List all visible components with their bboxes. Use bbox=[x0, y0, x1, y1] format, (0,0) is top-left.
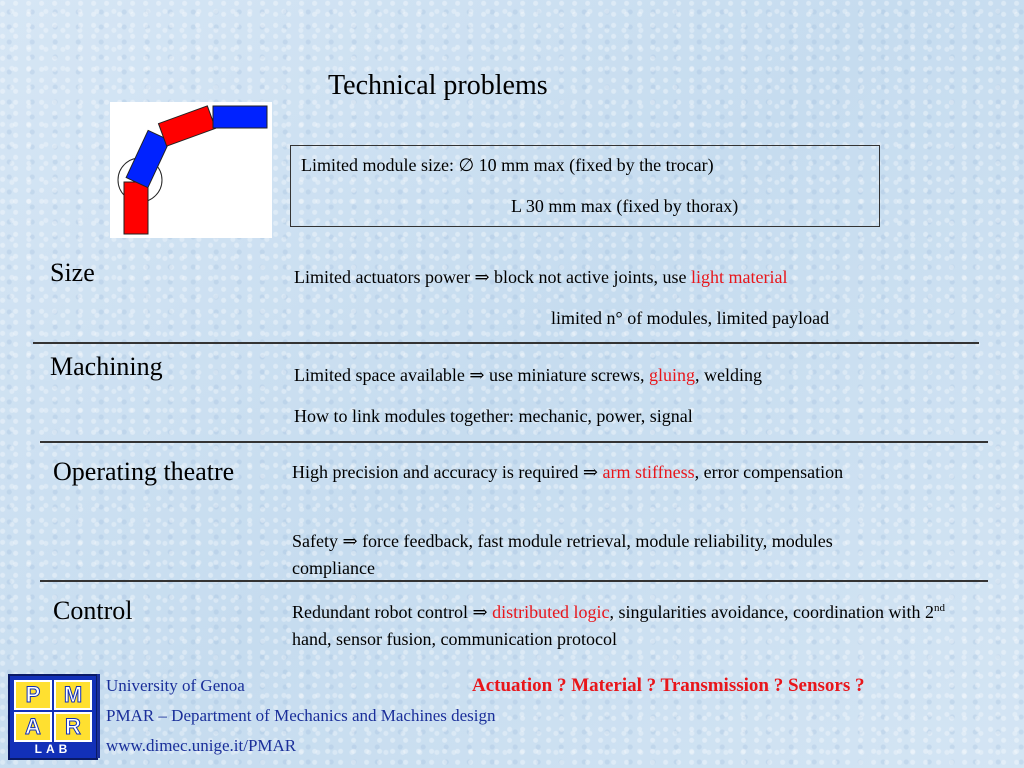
size-line1 bbox=[294, 264, 787, 291]
logo-lab-text: LAB bbox=[34, 742, 72, 756]
logo-letter-r: R bbox=[54, 712, 92, 742]
machining-highlight: gluing bbox=[648, 365, 695, 385]
module-size-box bbox=[290, 145, 880, 227]
control-para1 bbox=[292, 599, 952, 653]
robot-arm-figure bbox=[110, 102, 272, 238]
machining-line1 bbox=[294, 362, 762, 389]
module-size-line1: Limited module size: ∅ 10 mm max (fixed by the trocar) bbox=[301, 155, 714, 175]
control-highlight: distributed logic bbox=[492, 602, 610, 622]
machining-line2: How to link modules together: mechanic, power, signal bbox=[294, 406, 693, 426]
operating-para2: Safety ⇒ force feedback, fast module retrieval, module reliability, modules compliance bbox=[292, 531, 833, 578]
footer-university: University of Genoa bbox=[106, 676, 245, 695]
open-questions: Actuation ? Material ? Transmission ? Sensors ? bbox=[472, 675, 865, 696]
machining-heading: Machining bbox=[50, 352, 163, 381]
divider bbox=[40, 441, 988, 443]
logo-letter-m: M bbox=[54, 680, 92, 710]
divider bbox=[33, 342, 979, 344]
divider bbox=[40, 580, 988, 582]
module-red-bottom bbox=[124, 182, 148, 234]
size-heading: Size bbox=[50, 258, 95, 287]
logo-letter-a: A bbox=[14, 712, 52, 742]
size-line1-text: Limited actuators power ⇒ block not active joints, use bbox=[294, 267, 691, 287]
module-red-upper bbox=[158, 106, 215, 146]
robot-arm-diagram bbox=[110, 102, 272, 238]
footer-department: PMAR – Department of Mechanics and Machines design bbox=[106, 706, 496, 725]
logo-letter-p: P bbox=[14, 680, 52, 710]
size-highlight: light material bbox=[690, 267, 788, 287]
control-para1-mid: , singularities avoidance, coordination with 2 bbox=[609, 602, 934, 622]
control-heading: Control bbox=[53, 596, 133, 625]
footer-divider bbox=[97, 674, 100, 758]
module-blue-top bbox=[213, 106, 267, 128]
control-superscript: nd bbox=[933, 602, 945, 614]
module-size-line2: L 30 mm max (fixed by thorax) bbox=[511, 196, 739, 216]
operating-para1 bbox=[292, 459, 912, 486]
operating-para1-end: , error compensation bbox=[694, 462, 844, 482]
operating-highlight: arm stiffness bbox=[602, 462, 695, 482]
operating-heading: Operating theatre bbox=[53, 457, 235, 486]
machining-line1-end: , welding bbox=[694, 365, 762, 385]
control-para1-text: Redundant robot control ⇒ bbox=[292, 602, 493, 622]
machining-line1-text: Limited space available ⇒ use miniature screws, bbox=[294, 365, 649, 385]
operating-para1-text: High precision and accuracy is required ⇒ bbox=[292, 462, 603, 482]
size-line2: limited n° of modules, limited payload bbox=[551, 308, 830, 328]
control-para1-end: hand, sensor fusion, communication protocol bbox=[292, 629, 617, 649]
page-title: Technical problems bbox=[328, 70, 548, 101]
footer-website-link[interactable]: www.dimec.unige.it/PMAR bbox=[106, 736, 297, 755]
pmar-lab-logo bbox=[8, 674, 98, 760]
